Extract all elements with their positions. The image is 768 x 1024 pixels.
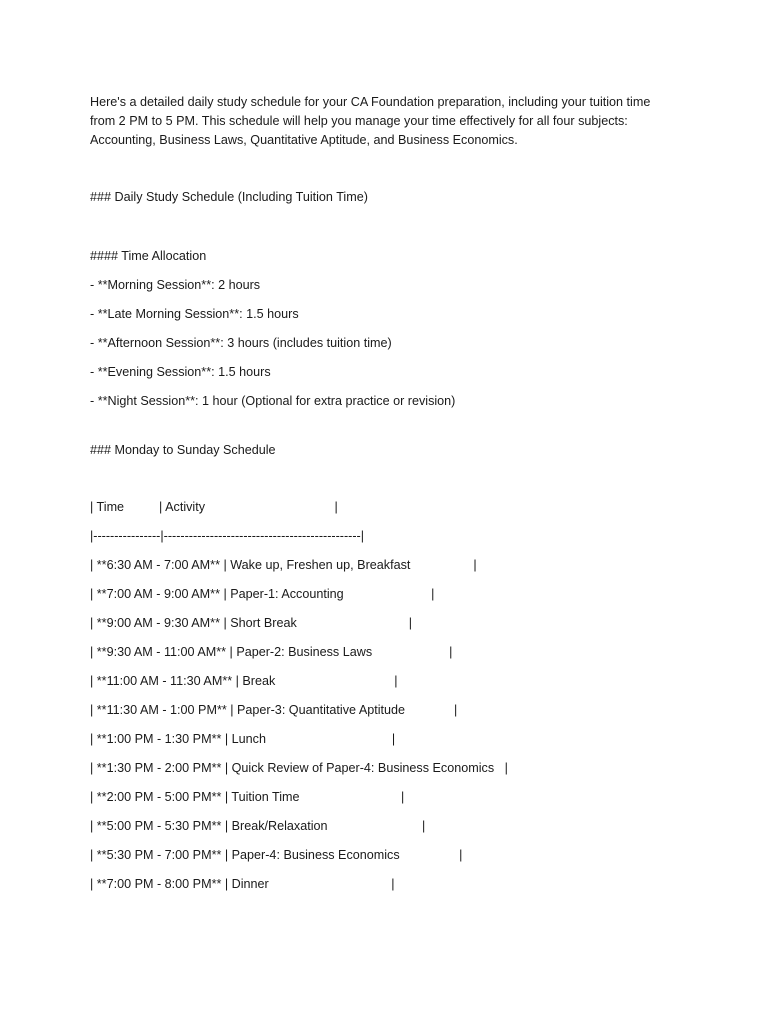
table-row: | **7:00 PM - 8:00 PM** | Dinner | — [90, 877, 395, 891]
table-row: | **9:00 AM - 9:30 AM** | Short Break | — [90, 616, 412, 630]
table-row: | **11:30 AM - 1:00 PM** | Paper-3: Quantitative Aptitude | — [90, 703, 458, 717]
intro-line: Accounting, Business Laws, Quantitative Aptitude, and Business Economics. — [90, 133, 518, 147]
schedule-table — [90, 498, 708, 894]
table-row: | **6:30 AM - 7:00 AM** | Wake up, Freshen up, Breakfast | — [90, 558, 477, 572]
heading-daily-schedule: ### Daily Study Schedule (Including Tuition Time) — [90, 190, 368, 204]
heading-weekly-schedule: ### Monday to Sunday Schedule — [90, 443, 276, 457]
intro-paragraph — [90, 93, 708, 150]
table-row: | **9:30 AM - 11:00 AM** | Paper-2: Business Laws | — [90, 645, 453, 659]
table-row: | **11:00 AM - 11:30 AM** | Break | — [90, 674, 398, 688]
allocation-item: - **Afternoon Session**: 3 hours (includes tuition time) — [90, 336, 392, 350]
intro-line: from 2 PM to 5 PM. This schedule will help you manage your time effectively for all four subjects: — [90, 114, 628, 128]
table-row: | **5:30 PM - 7:00 PM** | Paper-4: Business Economics | — [90, 848, 463, 862]
table-row: | **1:30 PM - 2:00 PM** | Quick Review of Paper-4: Business Economics | — [90, 761, 508, 775]
table-separator: |----------------|-----------------------------------------------| — [90, 529, 365, 543]
table-header: | Time | Activity | — [90, 500, 338, 514]
allocation-item: - **Evening Session**: 1.5 hours — [90, 365, 271, 379]
intro-line: Here's a detailed daily study schedule for your CA Foundation preparation, including your tuition time — [90, 95, 651, 109]
allocation-item: - **Late Morning Session**: 1.5 hours — [90, 307, 299, 321]
table-row: | **5:00 PM - 5:30 PM** | Break/Relaxation | — [90, 819, 426, 833]
allocation-item: - **Morning Session**: 2 hours — [90, 278, 261, 292]
heading-time-allocation: #### Time Allocation — [90, 249, 207, 263]
table-row: | **7:00 AM - 9:00 AM** | Paper-1: Accounting | — [90, 587, 435, 601]
allocation-list — [90, 276, 708, 411]
table-row: | **1:00 PM - 1:30 PM** | Lunch | — [90, 732, 396, 746]
allocation-item: - **Night Session**: 1 hour (Optional for extra practice or revision) — [90, 394, 456, 408]
table-row: | **2:00 PM - 5:00 PM** | Tuition Time | — [90, 790, 405, 804]
